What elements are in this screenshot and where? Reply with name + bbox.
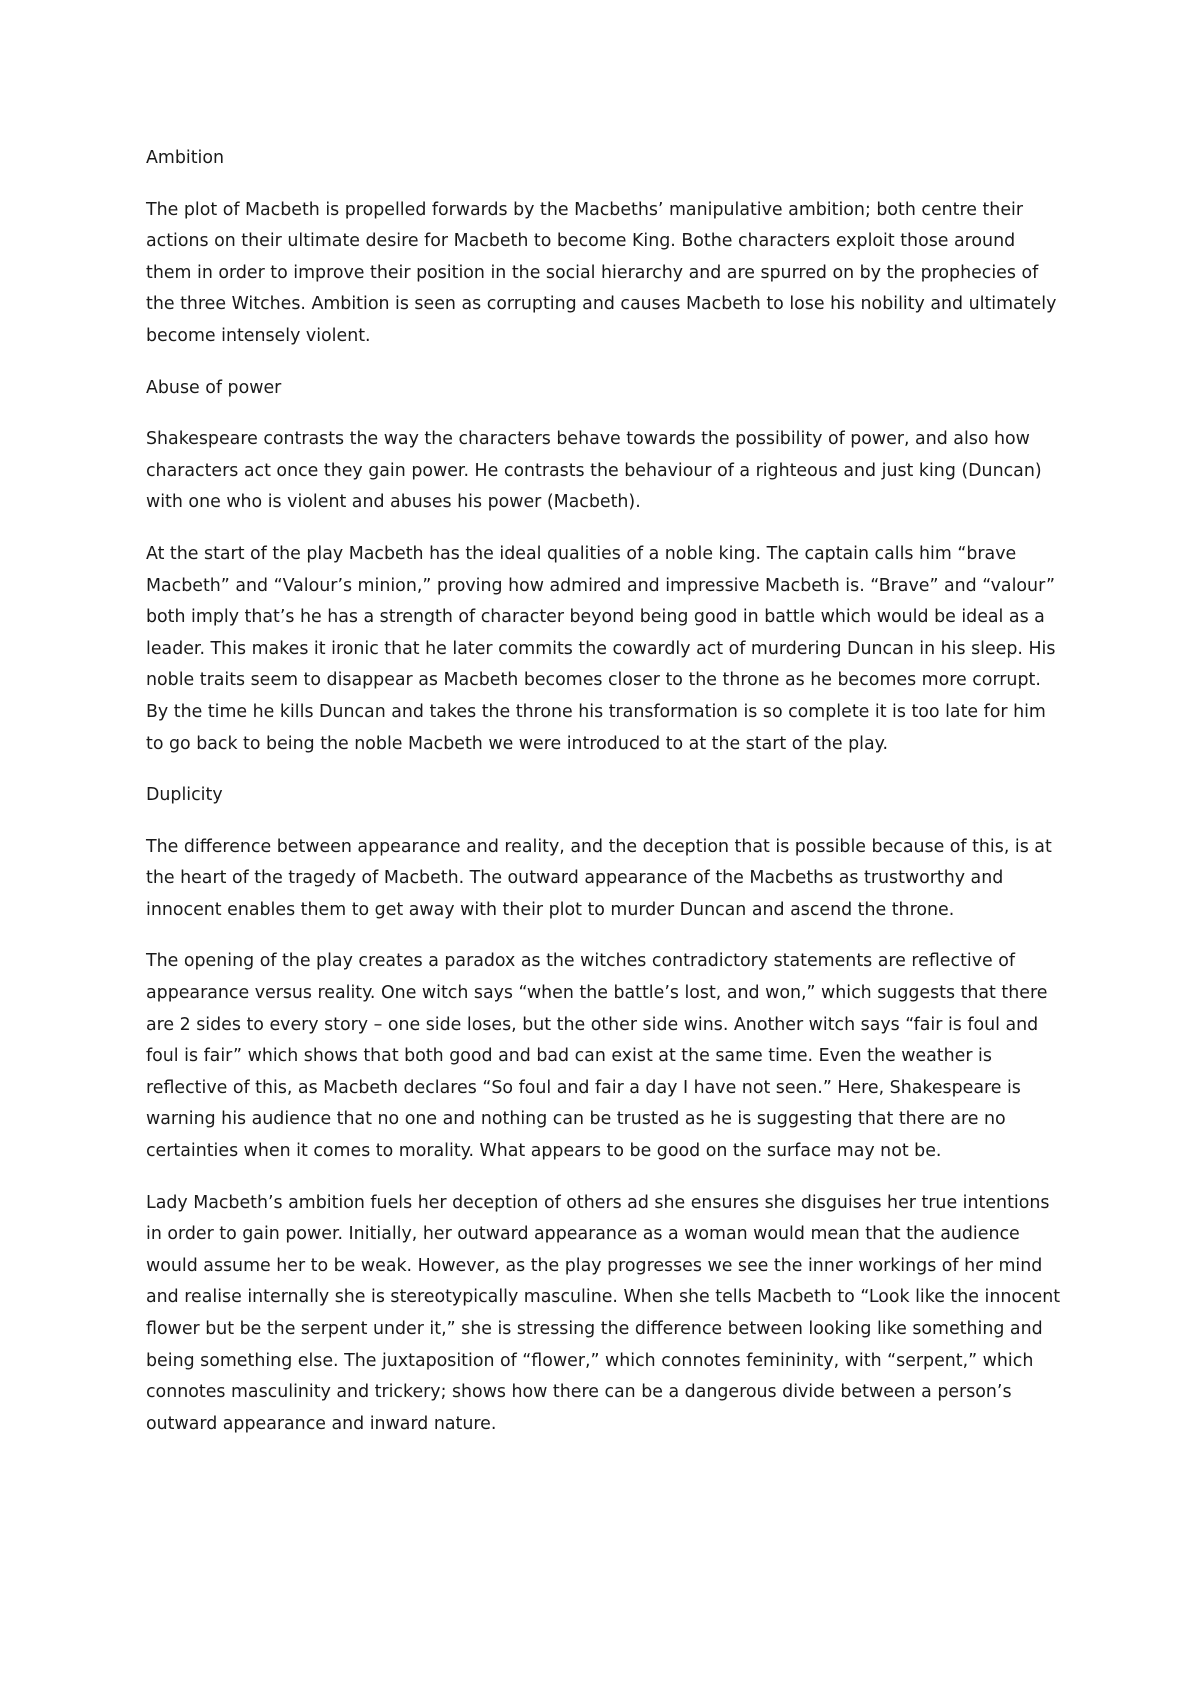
section-abuse-of-power bbox=[146, 373, 1066, 761]
section-ambition bbox=[146, 143, 1066, 353]
section-heading: Abuse of power bbox=[146, 377, 282, 398]
paragraph: Shakespeare contrasts the way the characters behave towards the possibility of power, and also how characters act once they gain power. He contrasts the behaviour of a righteous and just king (Duncan) with one who is violent and abuses his power (Macbeth). bbox=[146, 429, 1042, 513]
section-heading: Duplicity bbox=[146, 785, 223, 806]
paragraph: The plot of Macbeth is propelled forwards by the Macbeths’ manipulative ambition; both centre their actions on their ultimate desire for Macbeth to become King. Bothe characters exploit those around them in order to improve their position in the social hierarchy and are spurred on by the prophecies of the three Witches. Ambition is seen as corrupting and causes Macbeth to lose his nobility and ultimately become intensely violent. bbox=[146, 199, 1057, 346]
paragraph: Lady Macbeth’s ambition fuels her deception of others ad she ensures she disguises her true intentions in order to gain power. Initially, her outward appearance as a woman would mean that the audience would assume her to be weak. However, as the play progresses we see the inner workings of her mind and realise internally she is stereotypically masculine. When she tells Macbeth to “Look like the innocent flower but be the serpent under it,” she is stressing the difference between looking like something and being something else. The juxtaposition of “flower,” which connotes femininity, with “serpent,” which connotes masculinity and trickery; shows how there can be a dangerous divide between a person’s outward appearance and inward nature. bbox=[146, 1192, 1061, 1434]
section-duplicity bbox=[146, 780, 1066, 1440]
paragraph: The opening of the play creates a paradox as the witches contradictory statements are reflective of appearance versus reality. One witch says “when the battle’s lost, and won,” which suggests that there are 2 sides to every story – one side loses, but the other side wins. Another witch says “fair is foul and foul is fair” which shows that both good and bad can exist at the same time. Even the weather is reflective of this, as Macbeth declares “So foul and fair a day I have not seen.” Here, Shakespeare is warning his audience that no one and nothing can be trusted as he is suggesting that there are no certainties when it comes to morality. What appears to be good on the surface may not be. bbox=[146, 951, 1048, 1162]
paragraph: At the start of the play Macbeth has the ideal qualities of a noble king. The captain calls him “brave Macbeth” and “Valour’s minion,” proving how admired and impressive Macbeth is. “Brave” and “valour” both imply that’s he has a strength of character beyond being good in battle which would be ideal as a leader. This makes it ironic that he later commits the cowardly act of murdering Duncan in his sleep. His noble traits seem to disappear as Macbeth becomes closer to the throne as he becomes more corrupt. By the time he kills Duncan and takes the throne his transformation is so complete it is too late for him to go back to being the noble Macbeth we were introduced to at the start of the play. bbox=[146, 543, 1056, 754]
paragraph: The difference between appearance and reality, and the deception that is possible because of this, is at the heart of the tragedy of Macbeth. The outward appearance of the Macbeths as trustworthy and innocent enables them to get away with their plot to murder Duncan and ascend the throne. bbox=[146, 836, 1052, 920]
document-page bbox=[146, 143, 1066, 1460]
section-heading: Ambition bbox=[146, 148, 225, 168]
